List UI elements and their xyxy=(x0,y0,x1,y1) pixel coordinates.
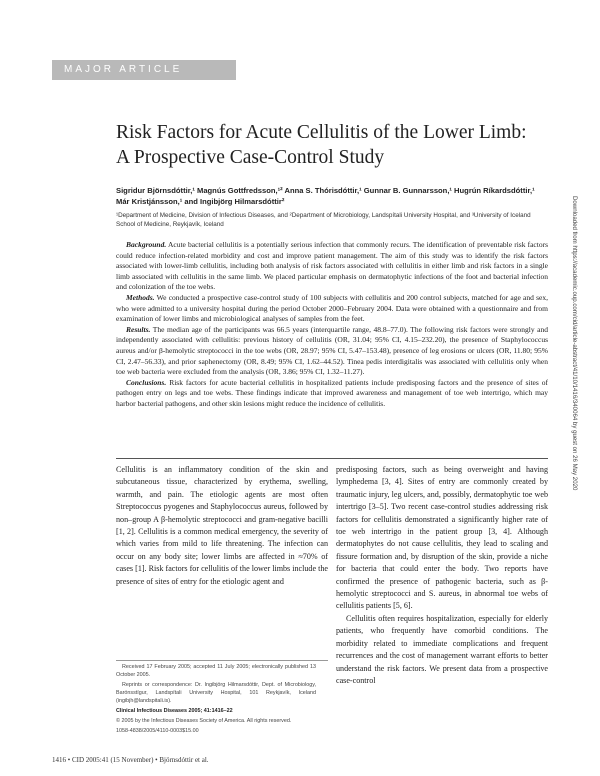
body-paragraph: predisposing factors, such as being overweight and having lymphedema [3, 4]. Sites of entry are commonly created by traumatic injury, leg ulcers, and, possibly, dermatophytic toe web intertrigo [3–5]. Two recent case-control studies addressing risk factors for cellulitis demonstrated a significantly higher rate of toe web intertrigo in the patient group [3, 4]. Although dermatophytes do not cause cellulitis, they lead to scaling and fissure formation and, by disruption of the skin, provide a niche for bacteria that could enter the body. Two reports have confirmed the presence of pathogenic bacteria, such as β-hemolytic streptococci and S. aureus, in abnormal toe webs of cellulitis patients [5, 6]. xyxy=(336,465,548,611)
abstract xyxy=(116,240,548,410)
abstract-divider xyxy=(116,458,548,459)
footnote-divider xyxy=(116,660,328,661)
body-column-right xyxy=(336,464,548,687)
body-paragraph: Cellulitis often requires hospitalization, especially for elderly patients, who frequently have comorbid conditions. The morbidity related to immediate complications and frequent recurrences and the cost of management warrant efforts to better understand the risk factors. We present data from a prospective case-control xyxy=(336,613,548,685)
affiliations: ¹Department of Medicine, Division of Infectious Diseases, and ²Department of Microbiology, Landspítali University Hospital, and ³University of Iceland School of Medicine, Reykjavík, Iceland xyxy=(116,212,531,228)
author-list xyxy=(116,185,546,207)
authors-line-1: Sigridur Björnsdóttir,¹ Magnús Gottfredsson,¹² Anna S. Thórisdóttir,¹ Gunnar B. Gunnarsson,¹ Hugrún Ríkardsdóttir,¹ xyxy=(116,186,535,195)
methods-text: We conducted a prospective case-control study of 100 subjects with cellulitis and 200 control subjects, matched for age and sex, who were admitted to a university hospital during the period October 2000–February 2004. Data were obtained with a questionnaire and from examination of lower limbs and microbiological analyses of samples from the feet. xyxy=(116,292,548,324)
background-text: Acute bacterial cellulitis is a potentially serious infection that commonly recurs. The identification of preventable risk factors could reduce infection-related morbidity and cost and improve patient management. The aim of this study was to identify the risk factors associated with lower-limb cellulitis, including both analysis of risk factors associated with cellulitis in either limb and risk factors in a single limb associated with cellulitis in the same limb. We placed particular emphasis on dermatophytic infections of the foot and bacterial infection and colonization of the toe webs. xyxy=(116,240,548,292)
article-type-tag: MAJOR ARTICLE xyxy=(52,60,236,80)
abstract-methods xyxy=(116,293,548,325)
download-note: Downloaded from https://academic.oup.com/cid/article-abstract/41/10/1416/340064 by guest on 26 May 2020 xyxy=(571,196,578,491)
title-line-2: A Prospective Case-Control Study xyxy=(116,147,385,168)
abstract-background xyxy=(116,240,548,293)
results-label: Results. xyxy=(126,324,151,334)
footnote-copyright: © 2005 by the Infectious Diseases Society of America. All rights reserved. xyxy=(116,718,292,724)
body-column-left xyxy=(116,464,328,588)
page-footer: 1416 • CID 2005:41 (15 November) • Björnsdóttir et al. xyxy=(52,756,209,764)
abstract-results xyxy=(116,325,548,378)
title-line-1: Risk Factors for Acute Cellulitis of the Lower Limb: xyxy=(116,122,527,143)
background-label: Background. xyxy=(126,240,167,249)
methods-label: Methods. xyxy=(126,292,155,302)
footnote-issn: 1058-4838/2005/4110-0003$15.00 xyxy=(116,728,199,734)
conclusions-label: Conclusions. xyxy=(126,377,167,387)
conclusions-text: Risk factors for acute bacterial cellulitis in hospitalized patients include predisposing factors and the presence of sites of pathogen entry on legs and toe webs. These findings indicate that improved awareness and management of toe web intertrigo, which may harbor bacterial pathogens, and other skin lesions might reduce the incidence of cellulitis. xyxy=(116,377,548,408)
footnote-received: Received 17 February 2005; accepted 11 July 2005; electronically published 13 October 2005. xyxy=(116,664,316,678)
article-title xyxy=(116,120,556,170)
abstract-conclusions xyxy=(116,378,548,410)
body-paragraph: Cellulitis is an inflammatory condition of the skin and subcutaneous tissue, characterized by erythema, swelling, warmth, and pain. The etiologic agents are most often Streptococcus pyogenes and Staphylococcus aureus, followed by non–group A β-hemolytic streptococci and gram-negative bacilli [1, 2]. Cellulitis is a common medical emergency, the severity of which varies from mild to life threatening. The infection can occur on any body site; lower limbs are affected in ≈70% of cases [1]. Risk factors for cellulitis of the lower limbs include the presence of sites of entry for the etiologic agent and xyxy=(116,465,328,586)
results-text: The median age of the participants was 66.5 years (interquartile range, 48.8–77.0). The following risk factors were strongly and independently associated with cellulitis: previous history of cellulitis (OR, 31.04; 95% CI, 4.15–232.20), the presence of Staphylococcus aureus and/or β-hemolytic streptococci in the toe webs (OR, 28.97; 95% CI, 5.47–153.48), presence of leg erosions or ulcers (OR, 11.80; 95% CI, 2.47–56.33), and prior saphenectomy (OR, 8.49; 95% CI, 1.62–44.52). Tinea pedis interdigitalis was associated with cellulitis only when toe web bacteria were excluded from the analysis (OR, 3.86; 95% CI, 1.32–11.27). xyxy=(116,324,548,377)
footnote-journal: Clinical Infectious Diseases 2005; 41:1416–22 xyxy=(116,708,233,714)
footnote-reprints: Reprints or correspondence: Dr. Ingibjörg Hilmarsdóttir, Dept. of Microbiology, Barónsstígur, Landspítali University Hospital, 101 Reykjavík, Iceland (ingibjh@landspitali.is). xyxy=(116,682,316,704)
footnotes xyxy=(116,663,316,737)
download-watermark xyxy=(568,196,580,676)
authors-line-2: Már Kristjánsson,¹ and Ingibjörg Hilmarsdóttir² xyxy=(116,197,285,206)
